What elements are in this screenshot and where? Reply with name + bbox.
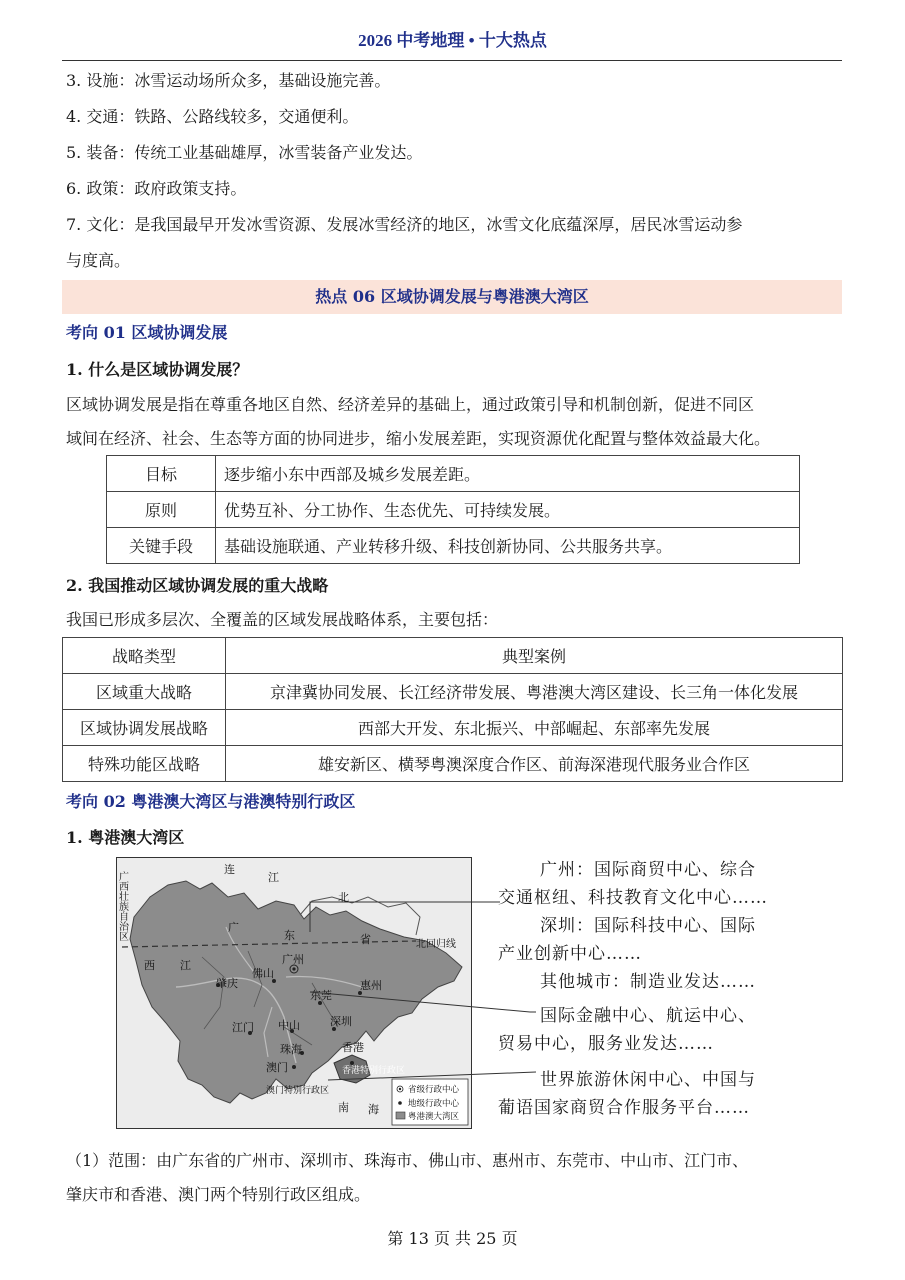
section-heading-1: 考向 01 区域协调发展 — [66, 323, 228, 342]
map-label: 江 — [268, 871, 279, 884]
paragraph-line: 我国已形成多层次、全覆盖的区域发展战略体系，主要包括： — [66, 610, 499, 629]
legend-label: 粤港澳大湾区 — [408, 1112, 460, 1122]
table-row — [63, 746, 843, 782]
map-label: 省 — [360, 933, 371, 946]
map-label: 北 — [338, 891, 349, 904]
table-cell: 京津冀协同发展、长江经济带发展、粤港澳大湾区建设、长三角一体化发展 — [226, 674, 843, 710]
map-label: 东 — [284, 929, 295, 942]
definition-table — [106, 455, 800, 564]
table-cell: 基础设施联通、产业转移升级、科技创新协同、公共服务共享。 — [216, 528, 800, 564]
scope-line: （1）范围：由广东省的广州市、深圳市、珠海市、佛山市、惠州市、东莞市、中山市、江门市、 — [66, 1151, 749, 1170]
table-cell: 区域协调发展战略 — [63, 710, 226, 746]
map-label: 广州 — [282, 953, 304, 966]
strategy-table — [62, 637, 843, 782]
table-header-cell: 典型案例 — [226, 638, 843, 674]
map-note: 国际金融中心、航运中心、 — [540, 1006, 756, 1026]
map-label: 广西壮族自治区 — [116, 871, 128, 941]
provincial-capital-marker-dot — [292, 967, 295, 970]
question-heading: 1. 什么是区域协调发展？ — [66, 360, 249, 379]
map-label: 珠海 — [280, 1043, 302, 1056]
map-label: 连 — [224, 863, 235, 876]
table-cell: 雄安新区、横琴粤澳深度合作区、前海深港现代服务业合作区 — [226, 746, 843, 782]
table-cell: 目标 — [107, 456, 216, 492]
map-note: 深圳：国际科技中心、国际 — [540, 916, 756, 936]
map-label: 佛山 — [252, 967, 274, 980]
map-label: 澳门特别行政区 — [266, 1086, 330, 1096]
table-cell: 原则 — [107, 492, 216, 528]
map-label: 惠州 — [360, 979, 382, 992]
table-cell: 区域重大战略 — [63, 674, 226, 710]
map-label: 中山 — [278, 1019, 300, 1032]
map-label: 东莞 — [310, 989, 332, 1002]
page-footer: 第 13 页 共 25 页 — [387, 1229, 518, 1248]
intro-line: 6. 政策：政府政策支持。 — [66, 179, 247, 198]
legend-label: 省级行政中心 — [408, 1085, 460, 1095]
intro-line: 与度高。 — [66, 251, 131, 270]
legend-region-symbol — [396, 1112, 405, 1119]
callout-line — [310, 902, 500, 932]
table-row — [63, 674, 843, 710]
hotspot-banner: 热点 06 区域协调发展与粤港澳大湾区 — [62, 280, 842, 314]
table-cell: 特殊功能区战略 — [63, 746, 226, 782]
table-header-cell: 战略类型 — [63, 638, 226, 674]
scope-line: 肇庆市和香港、澳门两个特别行政区组成。 — [66, 1185, 371, 1204]
map-label: 广 — [228, 921, 239, 934]
table-row — [107, 492, 800, 528]
question-heading: 2. 我国推动区域协调发展的重大战略 — [66, 576, 329, 595]
map-note: 葡语国家商贸合作服务平台…… — [498, 1098, 750, 1118]
section-heading-2: 考向 02 粤港澳大湾区与港澳特别行政区 — [66, 792, 356, 811]
map-label: 江门 — [232, 1021, 254, 1034]
map-note: 交通枢纽、科技教育文化中心…… — [498, 888, 768, 908]
map-label: 海 — [368, 1103, 379, 1116]
table-row — [63, 710, 843, 746]
table-cell: 关键手段 — [107, 528, 216, 564]
map-label: 北回归线 — [416, 939, 456, 950]
map-note: 其他城市：制造业发达…… — [540, 972, 756, 992]
map-note: 贸易中心，服务业发达…… — [498, 1034, 714, 1054]
paragraph-line: 区域协调发展是指在尊重各地区自然、经济差异的基础上，通过政策引导和机制创新，促进不同区 — [66, 395, 755, 414]
table-row — [107, 456, 800, 492]
table-cell: 西部大开发、东北振兴、中部崛起、东部率先发展 — [226, 710, 843, 746]
intro-line: 7. 文化：是我国最早开发冰雪资源、发展冰雪经济的地区，冰雪文化底蕴深厚，居民冰雪运动参 — [66, 215, 743, 234]
page-header: 2026 中考地理 • 十大热点 — [358, 31, 547, 50]
table-cell: 逐步缩小东中西部及城乡发展差距。 — [216, 456, 800, 492]
question-heading: 1. 粤港澳大湾区 — [66, 828, 185, 847]
intro-line: 3. 设施：冰雪运动场所众多，基础设施完善。 — [66, 71, 391, 90]
legend-label: 地级行政中心 — [408, 1099, 460, 1109]
intro-line: 4. 交通：铁路、公路线较多，交通便利。 — [66, 107, 359, 126]
map-label: 南 — [338, 1101, 349, 1114]
map-label: 江 — [180, 959, 191, 972]
table-header-row — [63, 638, 843, 674]
map-label: 肇庆 — [216, 977, 238, 990]
table-row — [107, 528, 800, 564]
city-marker — [292, 1065, 296, 1069]
callout-line — [328, 1072, 536, 1080]
map-label: 西 — [144, 959, 155, 972]
map-label: 香港特别行政区 — [342, 1066, 406, 1076]
map-label: 澳门 — [266, 1061, 288, 1074]
legend-city-symbol — [398, 1101, 402, 1105]
map-note: 世界旅游休闲中心、中国与 — [540, 1070, 756, 1090]
paragraph-line: 域间在经济、社会、生态等方面的协同进步，缩小发展差距，实现资源优化配置与整体效益最大化。 — [66, 429, 771, 448]
callout-line — [310, 992, 536, 1012]
table-cell: 优势互补、分工协作、生态优先、可持续发展。 — [216, 492, 800, 528]
map-note: 广州：国际商贸中心、综合 — [540, 860, 756, 880]
map-label: 深圳 — [330, 1015, 352, 1028]
header-rule — [62, 60, 842, 61]
intro-line: 5. 装备：传统工业基础雄厚，冰雪装备产业发达。 — [66, 143, 423, 162]
map-note: 产业创新中心…… — [498, 944, 642, 964]
map-label: 香港 — [342, 1041, 364, 1054]
